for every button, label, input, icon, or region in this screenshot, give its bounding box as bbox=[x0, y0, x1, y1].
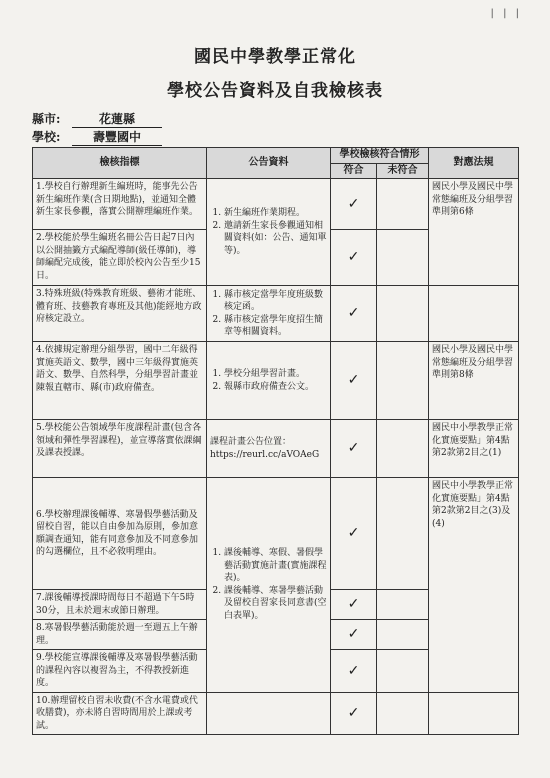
announcement-3-item-2: 2. 縣市核定當學年度招生簡章等相關資料。 bbox=[224, 314, 327, 339]
regulation-6: 國民中小學教學正常化實施要點」第4點第2款第2目之(3)及(4) bbox=[429, 478, 519, 693]
announcement-1 bbox=[207, 179, 331, 286]
announcement-6-item-1: 1. 課後輔導、寒假、暑假學藝活動實施計畫(實施課程表)。 bbox=[224, 547, 327, 585]
indicator-1: 1.學校自行辦理新生編班時，能事先公告新生編班作業(含日期地點)，並通知全體新生家長參觀，落實公開辦理編班作業。 bbox=[33, 179, 207, 230]
regulation-3 bbox=[429, 286, 519, 342]
header-regulation: 對應法規 bbox=[429, 148, 519, 179]
announcement-6-item-2: 2. 課後輔導、寒暑學藝活動及留校自習家長同意書(空白表單)。 bbox=[224, 585, 327, 623]
conform-check-10: ✓ bbox=[331, 692, 377, 735]
indicator-2: 2.學校能於學生編班名冊公告日起7日內以公開抽籤方式編配導師(級任導師)，導師編配完成後，能立即於校內公告至少15日。 bbox=[33, 230, 207, 286]
county-label: 縣市: bbox=[32, 112, 61, 126]
regulation-1: 國民小學及國民中學常態編班及分組學習準則第6條 bbox=[429, 179, 519, 286]
school-label: 學校: bbox=[32, 130, 61, 144]
announcement-4-item-1: 1. 學校分組學習計畫。 bbox=[224, 368, 327, 381]
indicator-9: 9.學校能宣導課後輔導及寒暑假學藝活動的課程內容以複習為主，不得教授新進度。 bbox=[33, 650, 207, 693]
indicator-10: 10.辦理留校自習未收費(不含水電費或代收膳費)，亦未將自習時間用於上課或考試。 bbox=[33, 692, 207, 735]
announcement-4-item-2: 2. 報縣市政府備查公文。 bbox=[224, 381, 327, 394]
conform-check-7: ✓ bbox=[331, 590, 377, 620]
header-conform: 符合 bbox=[331, 163, 377, 179]
regulation-10 bbox=[429, 692, 519, 735]
header-nonconform: 未符合 bbox=[377, 163, 429, 179]
indicator-7: 7.課後輔導授課時間每日不超過下午5時30分，且未於週末或節日辦理。 bbox=[33, 590, 207, 620]
conform-check-5: ✓ bbox=[331, 420, 377, 478]
announcement-3 bbox=[207, 286, 331, 342]
corner-mark: | | | bbox=[490, 8, 522, 19]
conform-check-4: ✓ bbox=[331, 342, 377, 420]
announcement-10 bbox=[207, 692, 331, 735]
conform-check-3: ✓ bbox=[331, 286, 377, 342]
announcement-6 bbox=[207, 478, 331, 693]
header-announcement: 公告資料 bbox=[207, 148, 331, 179]
header-indicator: 檢核指標 bbox=[33, 148, 207, 179]
regulation-4: 國民小學及國民中學常態編班及分組學習準則第8條 bbox=[429, 342, 519, 420]
nonconform-cell-4 bbox=[377, 342, 429, 420]
conform-check-2: ✓ bbox=[331, 230, 377, 286]
nonconform-cell-5 bbox=[377, 420, 429, 478]
indicator-8: 8.寒暑假學藝活動能於週一至週五上午辦理。 bbox=[33, 620, 207, 650]
announcement-1-item-2: 2. 邀請新生家長參觀通知相關資料(如：公告、通知單等)。 bbox=[224, 220, 327, 258]
conform-check-8: ✓ bbox=[331, 620, 377, 650]
nonconform-cell-1 bbox=[377, 179, 429, 230]
nonconform-cell-7 bbox=[377, 590, 429, 620]
school-field bbox=[32, 128, 162, 146]
indicator-6: 6.學校辦理課後輔導、寒暑假學藝活動及留校自習，能以自由參加為原則，參加意願調查通知，能有同意參加及不同意參加的勾選欄位，且不必敘明理由。 bbox=[33, 478, 207, 590]
header-check-group: 學校檢核符合情形 bbox=[331, 148, 429, 164]
indicator-5: 5.學校能公告領域學年度課程計畫(包含各領域和彈性學習課程)，並宣導落實依課綱及課表授課。 bbox=[33, 420, 207, 478]
nonconform-cell-2 bbox=[377, 230, 429, 286]
announcement-3-item-1: 1. 縣市核定當學年度班級數核定函。 bbox=[224, 289, 327, 314]
announcement-1-item-1: 1. 新生編班作業期程。 bbox=[224, 207, 327, 220]
nonconform-cell-9 bbox=[377, 650, 429, 693]
announcement-5: 課程計畫公告位置：https://reurl.cc/aVOAeG bbox=[207, 420, 331, 478]
conform-check-9: ✓ bbox=[331, 650, 377, 693]
nonconform-cell-3 bbox=[377, 286, 429, 342]
checklist-table bbox=[32, 147, 519, 735]
nonconform-cell-6 bbox=[377, 478, 429, 590]
indicator-4: 4.依據規定辦理分組學習，國中二年級得實施英語文、數學，國中三年級得實施英語文、數學、自然科學，分組學習計畫並陳報直轄市、縣(市)政府備查。 bbox=[33, 342, 207, 420]
page-subtitle: 學校公告資料及自我檢核表 bbox=[167, 81, 383, 101]
announcement-4 bbox=[207, 342, 331, 420]
nonconform-cell-8 bbox=[377, 620, 429, 650]
indicator-3: 3.特殊班級(特殊教育班級、藝術才能班、體育班、技藝教育專班及其他)能經地方政府核定設立。 bbox=[33, 286, 207, 342]
regulation-5: 國民中小學教學正常化實施要點」第4點第2款第2目之(1) bbox=[429, 420, 519, 478]
page-title: 國民中學教學正常化 bbox=[194, 47, 356, 67]
county-value: 花蓮縣 bbox=[72, 110, 162, 128]
conform-check-6: ✓ bbox=[331, 478, 377, 590]
conform-check-1: ✓ bbox=[331, 179, 377, 230]
school-value: 壽豐國中 bbox=[72, 128, 162, 146]
nonconform-cell-10 bbox=[377, 692, 429, 735]
county-field bbox=[32, 110, 162, 128]
